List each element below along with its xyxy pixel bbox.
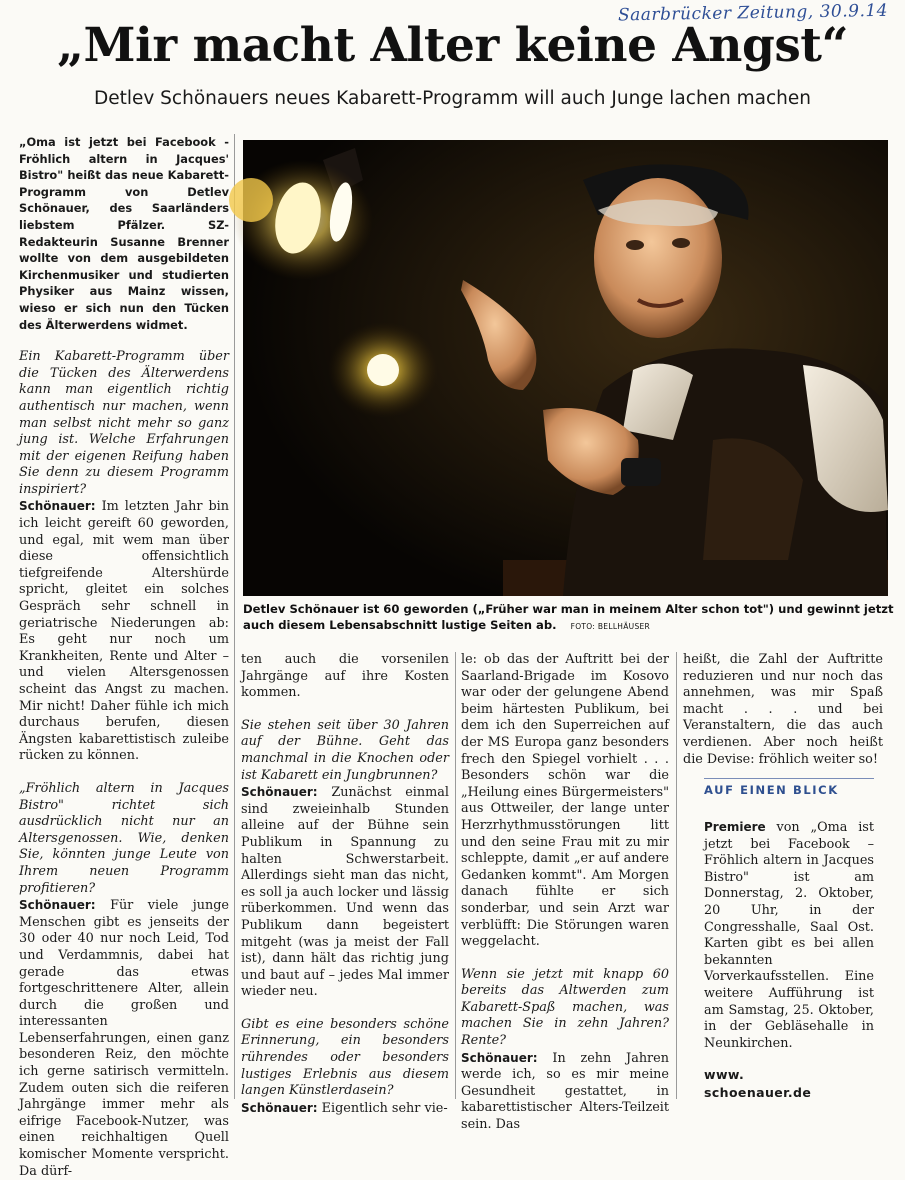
article-text: le: ob das der Auftritt bei der Saarland-Brigade im Kosovo war oder der gelungene Abend beim härtesten Publikum, bei dem ich den Superreichen auf der MS Europa ganz besonders frech den Spiegel vorhielt . . . Besonders schön war die „Heilung eines Bürgermeisters" aus Ottweiler, der lange unter Herzrhythmusstörungen litt und den seine Frau mit zu mir schleppte, damit „er auf andere Gedanken kommt". Am Morgen danach fühlte er sich sonderbar, und sein Arzt war verblüfft: Die Störungen waren weggelacht. bbox=[461, 652, 669, 950]
speaker-label: Schönauer: bbox=[241, 1100, 318, 1115]
article-column-2 bbox=[241, 652, 449, 1117]
photo-caption: Detlev Schönauer ist 60 geworden („Früher war man in meinem Alter schon tot") und gewinnt jetzt auch diesem Lebensabschnitt lustige Seiten ab. FOTO: BELLHÄUSER bbox=[243, 602, 894, 632]
subheadline: Detlev Schönauers neues Kabarett-Programm will auch Junge lachen machen bbox=[93, 88, 812, 109]
interview-answer: Schönauer: In zehn Jahren werde ich, so es mir meine Gesundheit gestattet, in kabarettistischer Alters-Teilzeit sein. Das bbox=[461, 1050, 669, 1133]
info-box-title: AUF EINEN BLICK bbox=[704, 783, 839, 797]
speaker-label: Schönauer: bbox=[19, 898, 96, 913]
photo-credit: FOTO: BELLHÄUSER bbox=[570, 622, 651, 631]
speaker-label: Schönauer: bbox=[461, 1050, 538, 1065]
interview-question: Ein Kabarett-Programm über die Tücken des Älterwerdens kann man eigentlich richtig authentisch nur machen, wenn man selbst nicht mehr so ganz jung ist. Welche Erfahrungen mit der eigenen Reifung haben Sie denn zu diesem Programm inspiriert? bbox=[19, 349, 229, 497]
interview-question: „Fröhlich altern in Jacques Bistro" richtet sich ausdrücklich nicht nur an Altersgenossen. Wie, denken Sie, könnten junge Leute von Ihrem neuen Programm profitieren? bbox=[19, 780, 229, 896]
interview-question: Wenn sie jetzt mit knapp 60 bereits das Altwerden zum Kabarett-Spaß machen, was machen Sie in zehn Jahren? Rente? bbox=[461, 966, 669, 1049]
interview-question: Sie stehen seit über 30 Jahren auf der Bühne. Geht das manchmal in die Knochen oder ist Kabarett ein Jungbrunnen? bbox=[241, 717, 449, 783]
speaker-label: Schönauer: bbox=[241, 785, 318, 800]
article-photo bbox=[243, 140, 888, 596]
website-link[interactable]: www. schoenauer.de bbox=[704, 1067, 812, 1101]
article-text: heißt, die Zahl der Auftritte reduzieren und nur noch das annehmen, was mir Spaß macht . . . und bei Veranstaltern, die das auch verdienen. Aber noch heißt die Devise: fröhlich weiter so! bbox=[683, 652, 883, 767]
info-box bbox=[704, 778, 874, 1102]
article-column-1 bbox=[19, 134, 229, 1180]
article-column-4 bbox=[683, 652, 883, 768]
interview-answer: Schönauer: Im letzten Jahr bin ich leicht gereift 60 geworden, und egal, mit wem man über diese offensichtlich tiefgreifende Altershürde spricht, gleitet ein solches Gespräch sehr schnell in geriatrische Niederungen ab: Es geht nur noch um Krankheiten, Rente und Alter – und vielen Altersgenossen scheint das Angst zu machen. Mir nicht! Daher fühle ich mich durchaus berufen, diesen Ängsten kabarettistisch zuleibe rücken zu können. bbox=[19, 499, 229, 764]
article-text: ten auch die vorsenilen Jahrgänge auf ihre Kosten kommen. bbox=[241, 652, 449, 701]
speaker-label: Schönauer: bbox=[19, 499, 96, 514]
article-column-3 bbox=[461, 652, 669, 1134]
info-box-text: Premiere von „Oma ist jetzt bei Facebook – Fröhlich altern in Jacques Bistro" ist am Donnerstag, 2. Oktober, 20 Uhr, in der Congresshalle, Saal Ost. Karten gibt es bei allen bekannten Vorverkaufsstellen. Eine weitere Aufführung ist am Samstag, 25. Oktober, in der Gebläsehalle in Neunkirchen. bbox=[704, 820, 874, 1051]
headline: „Mir macht Alter keine Angst“ bbox=[56, 18, 849, 73]
interview-question: Gibt es eine besonders schöne Erinnerung, ein besonders rührendes oder besonders lustiges Erlebnis aus diesem langen Künstlerdasein? bbox=[241, 1016, 449, 1099]
interview-answer: Schönauer: Zunächst einmal sind zweieinhalb Stunden alleine auf der Bühne sein Publikum in Spannung zu halten Schwerstarbeit. Allerdings sieht man das nicht, es soll ja auch locker und lässig rüberkommen. Und wenn das Publikum dann begeistert mitgeht (was ja meist der Fall ist), dann hält das richtig jung und baut auf – jedes Mal immer wieder neu. bbox=[241, 785, 449, 1000]
interview-answer: Schönauer: Für viele junge Menschen gibt es jenseits der 30 oder 40 nur noch Leid, Tod und Verdammnis, dabei hat gerade das etwas fortgeschrittenere Alter, allein durch die großen und interessanten Lebenserfahrungen, einen ganz besonderen Reiz, den möchte ich gerne satirisch vermitteln. Zudem outen sich die reiferen Jahrgänge immer mehr als eifrige Facebook-Nutzer, was einen reichhaltigen Quell komischer Momente verspricht. Da dürf- bbox=[19, 898, 229, 1179]
article-intro: „Oma ist jetzt bei Facebook - Fröhlich altern in Jacques' Bistro" heißt das neue Kabarett-Programm von Detlev Schönauer, des Saarländers liebstem Pfälzer. SZ-Redakteurin Susanne Brenner wollte von dem ausgebildeten Kirchenmusiker und studierten Physiker aus Mainz wissen, wieso er sich nun den Tücken des Älterwerdens widmet. bbox=[19, 135, 229, 332]
interview-answer: Schönauer: Eigentlich sehr vie- bbox=[241, 1100, 448, 1116]
handwritten-source-note: Saarbrücker Zeitung, 30.9.14 bbox=[617, 0, 889, 26]
